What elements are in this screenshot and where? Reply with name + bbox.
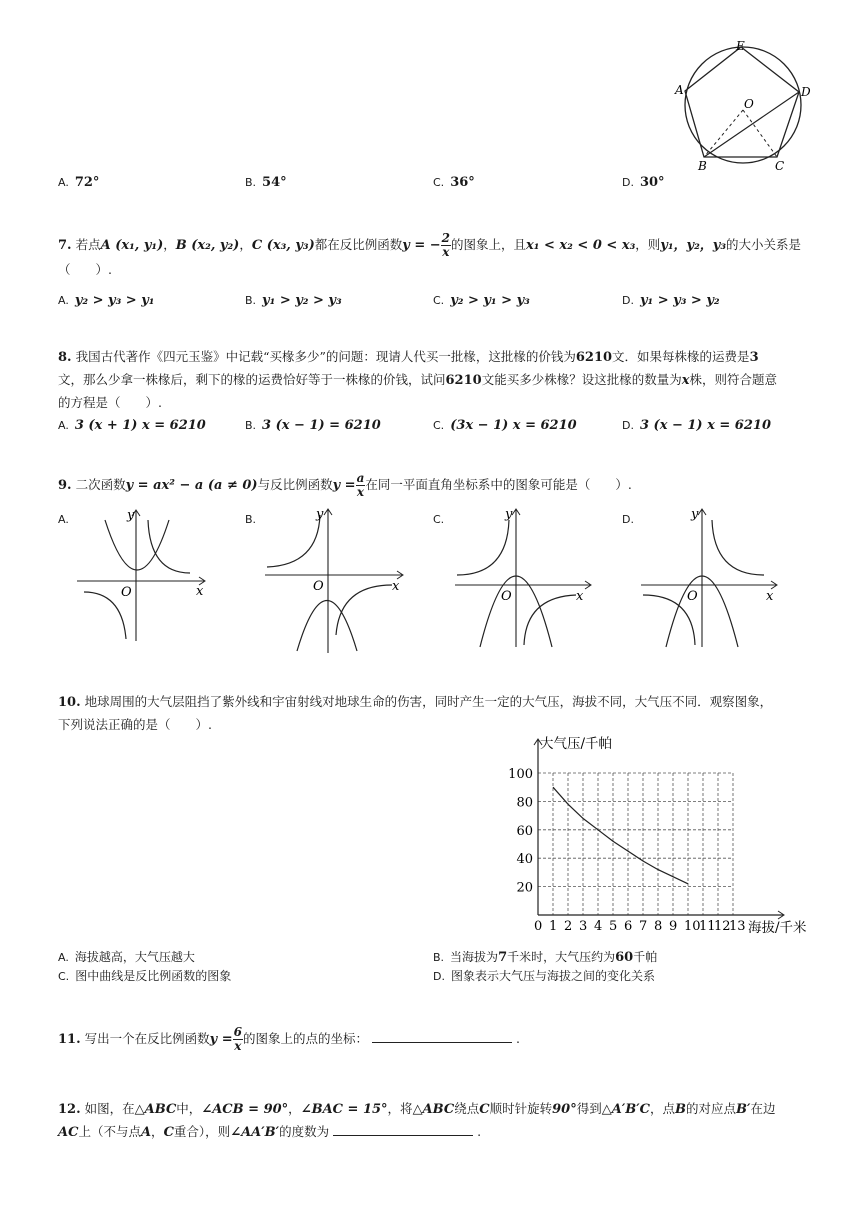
- option-letter: D.: [622, 294, 634, 307]
- option-value: (3x − 1) x = 6210: [450, 418, 577, 433]
- question-number: 10.: [58, 695, 81, 710]
- q12-end: .: [477, 1124, 482, 1139]
- q11-end: .: [515, 1031, 520, 1046]
- q12-text: 在边: [750, 1101, 776, 1116]
- label-b: B: [698, 159, 707, 173]
- q7-fraction: [441, 232, 451, 259]
- y-tick-label: 100: [508, 767, 533, 782]
- q8-text: 株，则符合题意: [689, 372, 777, 387]
- option-value: 海拔越高，大气压越大: [74, 950, 195, 964]
- q9-text: 在同一平面直角坐标系中的图象可能是（ ）.: [365, 477, 632, 492]
- q9-fn: y =: [332, 478, 356, 493]
- segment-oc: [743, 110, 777, 157]
- q12-math: △ABC: [134, 1102, 177, 1117]
- option-text: 千帕: [633, 950, 658, 964]
- question-9: [58, 472, 818, 499]
- frac-den: x: [234, 1039, 242, 1053]
- q7-text: 的图象上，且: [451, 237, 527, 252]
- q7-point-b: B (x₂, y₂): [175, 238, 240, 253]
- q12-text: 的对应点: [686, 1101, 737, 1116]
- q7-text: 的大小关系是: [726, 237, 802, 252]
- pentagon-circle-figure: [670, 38, 820, 178]
- option-letter: A.: [58, 294, 69, 307]
- q7-blank: （ ）.: [58, 262, 112, 277]
- origin-label: O: [501, 589, 512, 604]
- option-letter: A.: [58, 419, 69, 432]
- option-letter: B.: [245, 176, 257, 189]
- q6-option-d[interactable]: [622, 175, 665, 190]
- option-value: 图中曲线是反比例函数的图象: [75, 969, 232, 983]
- option-letter: D.: [622, 176, 634, 189]
- q12-text: 中，: [176, 1101, 202, 1116]
- q12-math: 90°: [552, 1102, 577, 1117]
- question-number: 8.: [58, 350, 72, 365]
- option-value: 72°: [74, 175, 100, 190]
- q8-text: 文．如果每株椽的运费是: [612, 349, 750, 364]
- axis-y-label: y: [505, 507, 513, 522]
- chart-ylabel: 大气压/千帕: [540, 736, 613, 752]
- x-tick-label: 11: [699, 919, 716, 934]
- q11-answer-blank[interactable]: [372, 1032, 512, 1043]
- question-number: 9.: [58, 478, 72, 493]
- x-tick-label: 1: [549, 919, 558, 934]
- q9-option-b-graph[interactable]: [262, 505, 407, 655]
- q8-text: 我国古代著作《四元玉鉴》中记载“买椽多少”的问题：现请人代买一批椽，这批椽的价钱为: [75, 349, 576, 364]
- question-number: 11.: [58, 1032, 81, 1047]
- option-text: 千米时，大气压约为: [507, 950, 616, 964]
- q7-ys: y₁，y₂，y₃: [660, 238, 727, 253]
- option-letter: C.: [58, 970, 70, 983]
- q8-number: 3: [749, 350, 759, 365]
- y-tick-label: 80: [516, 795, 533, 811]
- q12-math: C: [163, 1125, 174, 1140]
- q10-option-c[interactable]: [58, 967, 231, 984]
- question-number: 7.: [58, 238, 72, 253]
- y-tick-label: 40: [516, 852, 533, 868]
- option-letter: A.: [58, 951, 69, 964]
- option-letter: B.: [245, 419, 257, 432]
- x-tick-label: 13: [729, 919, 746, 934]
- altitude-pressure-chart: [500, 732, 820, 942]
- question-8: [58, 346, 818, 414]
- q8-number: 6210: [445, 373, 482, 388]
- option-letter: A.: [58, 513, 69, 526]
- q7-option-b[interactable]: [245, 293, 342, 308]
- q9-option-c-graph[interactable]: [452, 505, 597, 650]
- q7-text: ，则: [635, 237, 661, 252]
- q11-text: 的图象上的点的坐标：: [242, 1031, 368, 1046]
- axis-y-label: y: [691, 507, 699, 522]
- chart-axes: [534, 739, 784, 919]
- q7-option-a[interactable]: [58, 293, 154, 308]
- q12-text: 绕点: [454, 1101, 480, 1116]
- origin-label: O: [313, 579, 324, 594]
- chart-grid: [538, 773, 733, 915]
- q6-option-a[interactable]: [58, 175, 99, 190]
- axis-x-label: x: [392, 579, 400, 594]
- option-letter: C.: [433, 176, 445, 189]
- q12-math: △A′B′C: [601, 1102, 651, 1117]
- q12-text: 的度数为: [279, 1124, 330, 1139]
- q12-text: 如图，在: [84, 1101, 135, 1116]
- option-value: 图象表示大气压与海拔之间的变化关系: [450, 969, 655, 983]
- axis-y-label: y: [316, 507, 324, 522]
- q11-fn: y =: [209, 1032, 233, 1047]
- option-letter: C.: [433, 419, 445, 432]
- q12-math: C: [479, 1102, 490, 1117]
- q9-quadratic: y = ax² − a (a ≠ 0): [125, 478, 258, 493]
- q9-text: 二次函数: [75, 477, 126, 492]
- q12-text: ，: [288, 1101, 301, 1116]
- q12-math: AC: [58, 1125, 79, 1140]
- option-letter: C.: [433, 513, 445, 526]
- option-text: 当海拔为: [450, 950, 499, 964]
- q12-math: ∠ACB = 90°: [201, 1102, 289, 1117]
- q12-text: ，点: [650, 1101, 676, 1116]
- q7-text: 若点: [75, 237, 101, 252]
- question-7: [58, 232, 818, 281]
- q12-answer-blank[interactable]: [333, 1125, 473, 1136]
- x-tick-label: 6: [624, 919, 633, 934]
- option-letter: D.: [622, 419, 634, 432]
- frac-num: a: [356, 471, 365, 485]
- q7-sep: ，: [239, 237, 252, 252]
- option-value: 3 (x − 1) = 6210: [262, 418, 381, 433]
- x-tick-label: 0: [534, 919, 543, 934]
- x-tick-label: 7: [639, 919, 648, 934]
- q9-option-a-graph[interactable]: [72, 505, 212, 645]
- q12-text: ，: [151, 1124, 164, 1139]
- option-value: 3 (x + 1) x = 6210: [74, 418, 206, 433]
- question-10: [58, 691, 828, 736]
- axis-x-label: x: [196, 584, 204, 599]
- q10-text: 下列说法正确的是（ ）.: [58, 717, 212, 732]
- option-value: 36°: [450, 175, 475, 190]
- option-letter: C.: [433, 294, 445, 307]
- circumcircle: [685, 47, 801, 163]
- question-number: 12.: [58, 1102, 81, 1117]
- q9-option-d-graph[interactable]: [638, 505, 783, 650]
- q10-text: 地球周围的大气层阻挡了紫外线和宇宙射线对地球生命的伤害，同时产生一定的大气压，海拔不同，大气压不同．观察图象，: [84, 694, 773, 709]
- x-tick-label: 9: [669, 919, 678, 934]
- axis-y-label: y: [127, 508, 135, 523]
- option-value: y₂ > y₃ > y₁: [74, 293, 155, 308]
- option-letter: D.: [622, 513, 634, 526]
- q12-math: A: [140, 1125, 152, 1140]
- q12-math: △ABC: [412, 1102, 455, 1117]
- q12-text: 上（不与点: [78, 1124, 141, 1139]
- q9-fraction: [356, 472, 366, 499]
- option-letter: D.: [433, 970, 445, 983]
- label-e: E: [736, 39, 745, 53]
- option-letter: A.: [58, 176, 69, 189]
- frac-den: x: [442, 245, 450, 259]
- axis-x-label: x: [576, 589, 584, 604]
- chart-xlabel: 海拔/千米: [748, 920, 807, 936]
- x-tick-label: 3: [579, 919, 588, 934]
- option-letter: B.: [245, 294, 257, 307]
- x-tick-label: 2: [564, 919, 573, 934]
- q12-math: ∠BAC = 15°: [300, 1102, 388, 1117]
- q12-text: 顺时针旋转: [489, 1101, 553, 1116]
- option-letter: B.: [433, 951, 445, 964]
- q7-condition: x₁ < x₂ < 0 < x₃: [526, 238, 636, 253]
- q7-point-a: A (x₁, y₁): [100, 238, 164, 253]
- q12-math: ∠AA′B′: [230, 1125, 280, 1140]
- q11-fraction: [233, 1026, 243, 1053]
- option-value: y₁ > y₂ > y₃: [262, 293, 342, 308]
- q12-math: B′: [736, 1102, 751, 1117]
- origin-label: O: [121, 585, 132, 600]
- frac-num: 2: [441, 231, 451, 245]
- y-tick-label: 60: [516, 823, 533, 839]
- q8-number: 6210: [575, 350, 613, 365]
- q9-text: 与反比例函数: [257, 477, 333, 492]
- option-value: 3 (x − 1) x = 6210: [639, 418, 771, 433]
- label-c: C: [775, 159, 785, 173]
- q9-option-c-label[interactable]: [433, 512, 450, 526]
- q8-option-c[interactable]: [433, 418, 577, 433]
- label-a: A: [675, 83, 684, 97]
- q10-option-a[interactable]: [58, 948, 195, 965]
- frac-den: x: [356, 485, 365, 499]
- option-value: 54°: [262, 175, 287, 190]
- option-value: y₁ > y₃ > y₂: [639, 293, 720, 308]
- option-value: y₂ > y₁ > y₃: [450, 293, 530, 308]
- q8-option-a[interactable]: [58, 418, 206, 433]
- x-tick-label: 10: [684, 919, 701, 934]
- q8-text: 文能买多少株椽？设这批椽的数量为: [481, 372, 682, 387]
- q10-option-d[interactable]: [433, 967, 655, 984]
- q12-text: 得到: [576, 1101, 602, 1116]
- q12-text: ，将: [387, 1101, 413, 1116]
- q9-option-b-label[interactable]: [245, 512, 262, 526]
- option-letter: B.: [245, 513, 257, 526]
- x-tick-label: 12: [714, 919, 731, 934]
- q7-text: 都在反比例函数: [314, 237, 403, 252]
- option-number: 60: [615, 950, 634, 965]
- option-value: 30°: [639, 175, 665, 190]
- q8-option-d[interactable]: [622, 418, 771, 433]
- q11-text: 写出一个在反比例函数: [84, 1031, 210, 1046]
- x-tick-label: 8: [654, 919, 663, 934]
- frac-num: 6: [233, 1025, 242, 1039]
- label-d: D: [801, 85, 811, 99]
- q12-math: B: [675, 1102, 687, 1117]
- label-o: O: [744, 97, 754, 111]
- y-tick-label: 20: [516, 880, 533, 896]
- x-tick-label: 4: [594, 919, 603, 934]
- q7-sep: ，: [163, 237, 176, 252]
- question-11: [58, 1026, 818, 1053]
- option-number: 7: [498, 950, 508, 965]
- origin-label: O: [687, 589, 698, 604]
- q12-text: 重合），则: [173, 1124, 231, 1139]
- q7-point-c: C (x₃, y₃): [251, 238, 315, 253]
- x-tick-label: 5: [609, 919, 618, 934]
- q7-fn: y = −: [402, 238, 441, 253]
- q6-option-c[interactable]: [433, 175, 475, 190]
- q8-text: 的方程是（ ）.: [58, 395, 162, 410]
- q7-option-d[interactable]: [622, 293, 720, 308]
- axis-x-label: x: [766, 589, 774, 604]
- q8-option-b[interactable]: [245, 418, 381, 433]
- question-12: [58, 1098, 828, 1144]
- q7-option-c[interactable]: [433, 293, 530, 308]
- q8-text: 文，那么少拿一株椽后，剩下的椽的运费恰好等于一株椽的价钱，试问: [58, 372, 446, 387]
- segment-ob: [704, 110, 743, 157]
- q6-option-b[interactable]: [245, 175, 287, 190]
- q8-var: x: [681, 373, 690, 388]
- q10-option-b[interactable]: [433, 948, 657, 965]
